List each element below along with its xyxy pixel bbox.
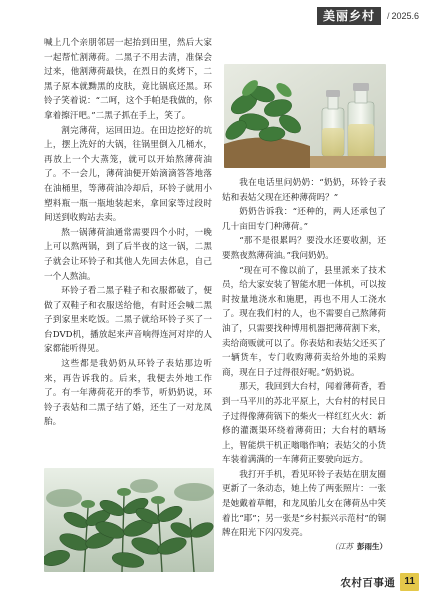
mint-plants-photo	[44, 468, 214, 572]
footer-brand: 农村百事通	[340, 576, 396, 589]
paragraph: “现在可不像以前了，县里派来了技术员，给大家安装了智能水肥一体机，可以按时按量地浇水和施肥，再也不用人工浇水了。现在我们村的人，也不需要自己熬薄荷油了，只需要找种博用机器把薄荷割下来，卖给商贩就可以了。你表姑和表姑父还买了一辆货车，专门收购薄荷卖给外地的采购商，现在日子过得很好呢。”奶奶说。	[222, 265, 386, 378]
magazine-header	[317, 6, 419, 26]
magazine-title: 美丽乡村	[317, 7, 381, 25]
paragraph: 我打开手机，看见环铃子表姑在朋友圈更新了一条动态，她上传了两张照片：一张是她戴着草帽，和龙凤胎儿女在薄荷丛中笑着比“耶”；另一张是“乡村振兴示范村”的铜牌在阳光下闪闪发亮。	[222, 469, 386, 539]
paragraph: 那天，我回到大台村，闻着薄荷香，看到一马平川的苏北平原上，大台村的村民日子过得像薄荷锅下的柴火一样红红火火：新修的灌溉渠环绕着薄荷田；大台村的晒场上，智能烘干机正嗡嗡作响；表姑父的小货车装着满满的一车薄荷正要驶向远方。	[222, 382, 386, 466]
paragraph: 环铃子看二黑子鞋子和衣服都破了，便做了双鞋子和衣服送给他，有时还会喊二黑子到家里来吃饭。二黑子就给环铃子买了一台DVD机，播放起来声音响得连河对岸的人家都能听得见。	[44, 286, 212, 355]
paragraph: 我在电话里问奶奶：“奶奶，环铃子表姑和表姑父现在还种薄荷吗？”	[222, 178, 386, 203]
mint-oil-bottles-photo	[224, 64, 386, 168]
paragraph: 喊上几个亲朋邻居一起抬到田里，然后大家一起帮忙割薄荷。二黑子不用去清，准保会过来，他割薄荷最快，在烈日的炙烤下，二黑子原本就黝黑的皮肤，竟比锅底还黑。环铃子笑着说：“二呵，这个手帕是我做的，你拿着擦汗吧。”二黑子抓在手上，笑了。	[44, 38, 212, 121]
paragraph: 这些都是我奶奶从环铃子表姑那边听来，再告诉我的。后来，我便去外地工作了。有一年薄荷花开的季节，听奶奶说，环铃子表姑和二黑子结了婚，还生了一对龙凤胎。	[44, 359, 212, 428]
paragraph: “那不是很累吗？要没水还要收割，还要熬夜熬薄荷油。”我问奶奶。	[222, 236, 386, 261]
page-footer	[340, 573, 419, 591]
issue-divider: /	[386, 11, 390, 21]
article-right-column	[222, 176, 386, 552]
byline-author: 彭雨生）	[357, 542, 387, 551]
byline-region: （江苏	[330, 542, 353, 551]
article-byline	[331, 541, 388, 552]
article-left-column	[44, 36, 212, 456]
page-number: 11	[400, 573, 419, 591]
mint-illustration	[44, 468, 214, 572]
issue-date: 2025.6	[391, 11, 419, 21]
issue-date-wrap	[387, 11, 419, 21]
paragraph: 割完薄荷，运回田边。在田边挖好的坑上，摆上洗好的大锅，往锅里倒入几桶水，再放上一个大蒸笼，就可以开始熬薄荷油了。不一会儿，薄荷油便开始滴滴答答地落在油桶里，等薄荷油冷却后，环铃子就用小塑料瓶一瓶一瓶地装起来，拿回家等过段时间送到收购站去卖。	[44, 125, 212, 224]
paragraph: 奶奶告诉我：“还种的，两人还承包了几十亩田专门种薄荷。”	[222, 207, 386, 232]
bottles-illustration	[224, 64, 386, 168]
paragraph: 熬一锅薄荷油通常需要四个小时，一晚上可以熬两锅，到了后半夜的这一锅，二黑子就会让环铃子和其他人先回去休息，自己一个人熬油。	[44, 227, 212, 282]
